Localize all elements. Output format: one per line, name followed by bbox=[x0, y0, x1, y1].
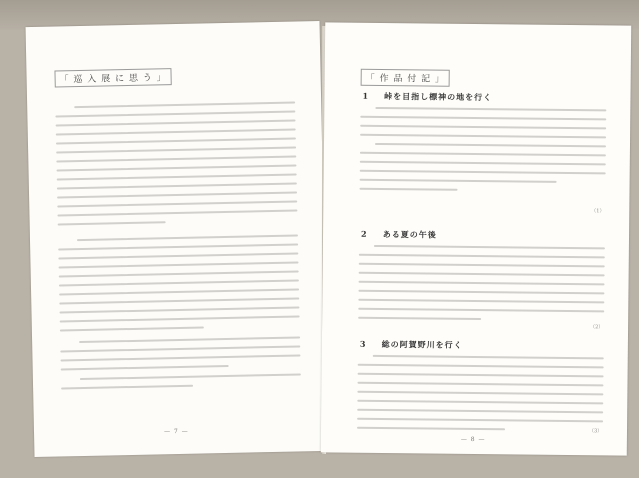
right-page bbox=[321, 22, 631, 455]
section-2-title: ある夏の午後 bbox=[382, 229, 437, 240]
section-3-body bbox=[357, 355, 604, 439]
section-3-heading bbox=[360, 339, 463, 351]
paragraph-1 bbox=[55, 101, 298, 232]
section-3-title: 総の阿賀野川を行く bbox=[381, 339, 463, 350]
right-page-title-box: 「 作 品 付 記 」 bbox=[361, 69, 450, 87]
section-2-number: 2 bbox=[360, 228, 368, 239]
paragraph-2 bbox=[58, 234, 300, 338]
section-3-ref: （3） bbox=[588, 428, 603, 435]
section-1-ref: （1） bbox=[591, 208, 605, 215]
paragraph-3 bbox=[60, 336, 301, 377]
right-page-number: — 8 — bbox=[460, 435, 486, 444]
section-2-ref: （2） bbox=[590, 324, 604, 331]
left-page-number: — 7 — bbox=[163, 427, 189, 436]
section-2-heading bbox=[361, 229, 437, 241]
section-1-title: 峠を目指し標神の地を行く bbox=[384, 91, 493, 103]
section-1-body bbox=[359, 107, 606, 200]
paragraph-4 bbox=[61, 373, 301, 396]
section-2-body bbox=[358, 245, 605, 329]
left-page-title-box: 「 巡 入 展 に 思 う 」 bbox=[54, 68, 171, 87]
section-1-number: 1 bbox=[362, 90, 370, 101]
section-1-heading bbox=[362, 91, 492, 103]
section-3-number: 3 bbox=[359, 338, 367, 349]
left-page bbox=[26, 21, 329, 457]
